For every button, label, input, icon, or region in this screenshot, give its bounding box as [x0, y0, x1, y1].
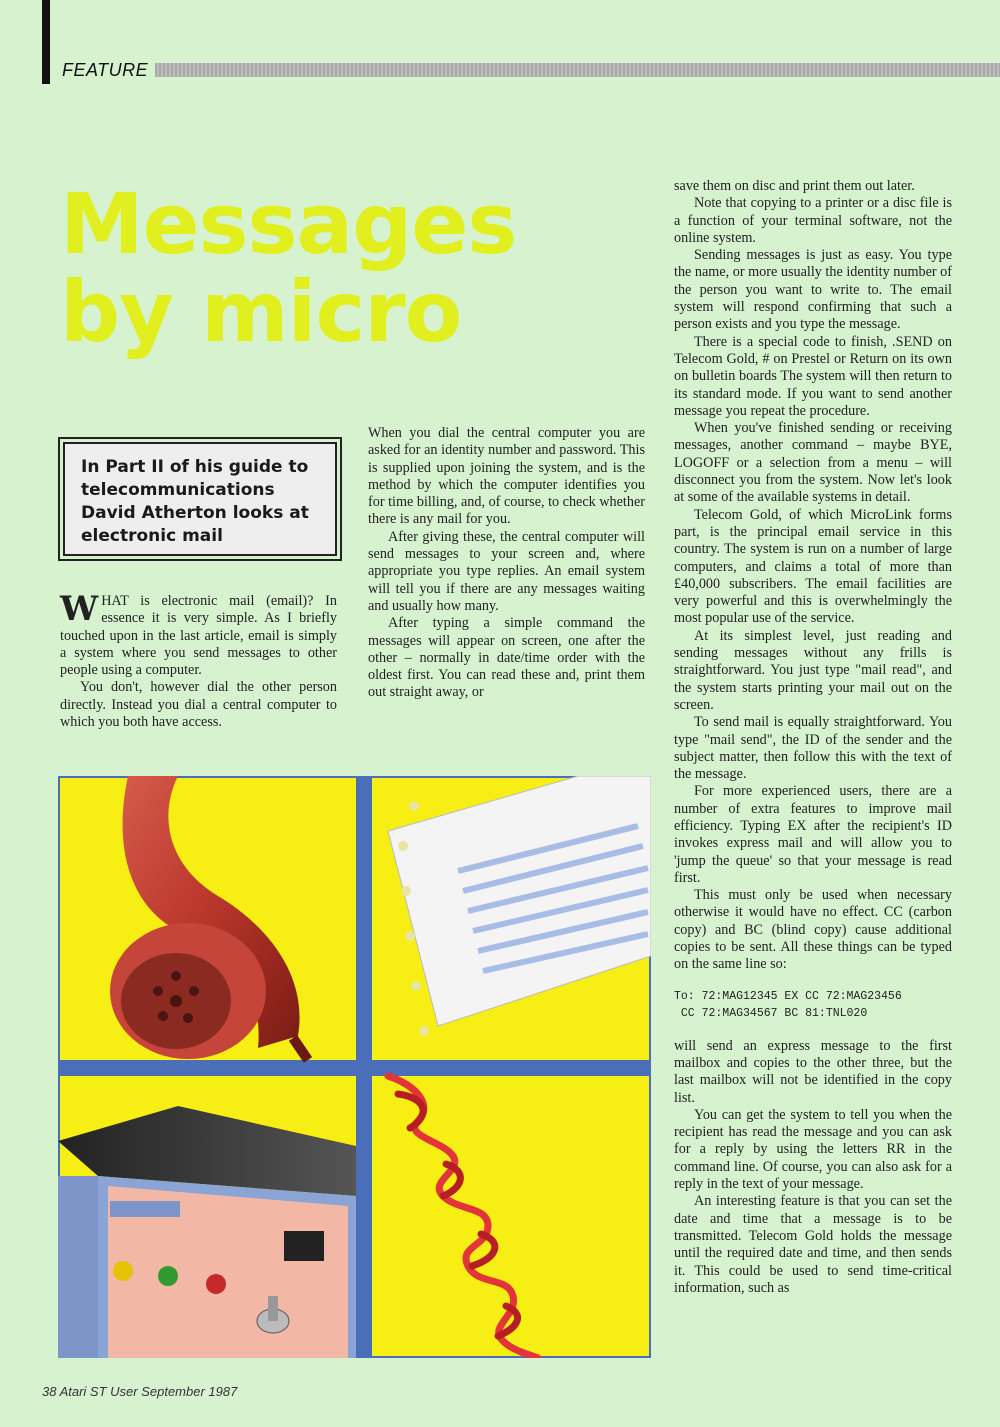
standfirst-text: In Part II of his guide to telecommunications David Atherton looks at electronic mail: [63, 442, 337, 556]
paragraph: save them on disc and print them out later.: [674, 178, 915, 194]
paragraph: Note that copying to a printer or a disc file is a function of your terminal software, not the online system.: [674, 195, 952, 246]
illustration: [58, 776, 651, 1358]
paragraph: Sending messages is just as easy. You type the name, or more usually the identity number of the person you want to write to. The email system will respond confirming that such a person exists and you type the message.: [674, 247, 952, 333]
article-column-2: [368, 425, 645, 702]
paragraph: After giving these, the central computer will send messages to your screen and, where appropriate you type replies. An email system will tell you if there are any messages waiting and usually how many.: [368, 528, 645, 614]
code-line: CC 72:MAG34567 BC 81:TNL020: [674, 1006, 868, 1020]
standfirst-box: [58, 437, 342, 561]
paragraph: [60, 589, 337, 679]
paragraph: For more experienced users, there are a number of extra features to improve mail efficiency. Typing EX after the recipient's ID invokes express mail and will allow you to 'jump the queue' so that your message is read first.: [674, 783, 952, 886]
section-rule: [155, 63, 1000, 77]
article-column-1: [60, 589, 337, 731]
headline: [60, 175, 517, 361]
paragraph: At its simplest level, just reading and sending messages without any frills is straightforward. You just type "mail read", and the system starts printing your mail out on the screen.: [674, 627, 952, 713]
drop-cap: W: [60, 589, 99, 629]
code-example: [674, 988, 952, 1022]
paragraph: You can get the system to tell you when the recipient has read the message and you can ask for a reply by using the letters RR in the command line. Of course, you can also ask for a reply in the text of your message.: [674, 1106, 952, 1193]
paragraph: When you dial the central computer you are asked for an identity number and password. This is supplied upon joining the system, and is the method by which the computer identifies you for time billing, and, of course, to check whether there is any mail for you.: [368, 425, 645, 528]
paragraph-text: HAT is electronic mail (email)? In essence it is very simple. As I briefly touched upon in the last article, email is simply a system where you send messages to other people using a computer.: [60, 593, 337, 679]
section-label: FEATURE: [62, 60, 149, 80]
page-footer: 38 Atari ST User September 1987: [42, 1384, 238, 1399]
headline-line-1: Messages: [60, 175, 517, 273]
modem-box-icon: [58, 1106, 356, 1358]
paragraph: There is a special code to finish, .SEND on Telecom Gold, # on Prestel or Return on its own on bulletin boards The system will then return to its standard mode. If you want to send another message you repeat the procedure.: [674, 333, 952, 419]
article-column-3: [674, 178, 952, 1297]
paragraph: After typing a simple command the messages will appear on screen, one after the other – normally in date/time order with the oldest first. You can read these and, print them out straight away, or: [368, 615, 645, 701]
paragraph: This must only be used when necessary otherwise it would have no effect. CC (carbon copy) and BC (blind copy) cause additional copies to be sent. All these things can be typed on the same line so:: [674, 887, 952, 973]
section-marker-bar: [42, 0, 50, 84]
paragraph: Telecom Gold, of which MicroLink forms part, is the principal email service in this country. The system is run on a number of large computers, and claims a total of more than £40,000 subscribers. The email facilities are very powerful and this is overwhelmingly the most popular use of the service.: [674, 506, 952, 627]
frame-horizontal-bar: [58, 1060, 651, 1076]
code-line: To: 72:MAG12345 EX CC 72:MAG23456: [674, 989, 902, 1003]
paragraph: You don't, however dial the other person directly. Instead you dial a central computer to which you both have access.: [60, 679, 337, 731]
paragraph: will send an express message to the first mailbox and copies to the other three, but the last mailbox will not be identified in the copy list.: [674, 1037, 952, 1106]
paragraph: An interesting feature is that you can set the date and time that a message is to be transmitted. Telecom Gold holds the message until the required date and time, and then sends it. This could be used to send time-critical information, such as: [674, 1193, 952, 1296]
paragraph: When you've finished sending or receiving messages, another command – maybe BYE, LOGOFF or a selection from a menu – will disconnect you from the system. Now let's look at some of the available systems in detail.: [674, 420, 952, 506]
paragraph: To send mail is equally straightforward. You type "mail send", the ID of the sender and the subject matter, then follow this with the text of the message.: [674, 714, 952, 783]
headline-line-2: by micro: [60, 263, 462, 361]
